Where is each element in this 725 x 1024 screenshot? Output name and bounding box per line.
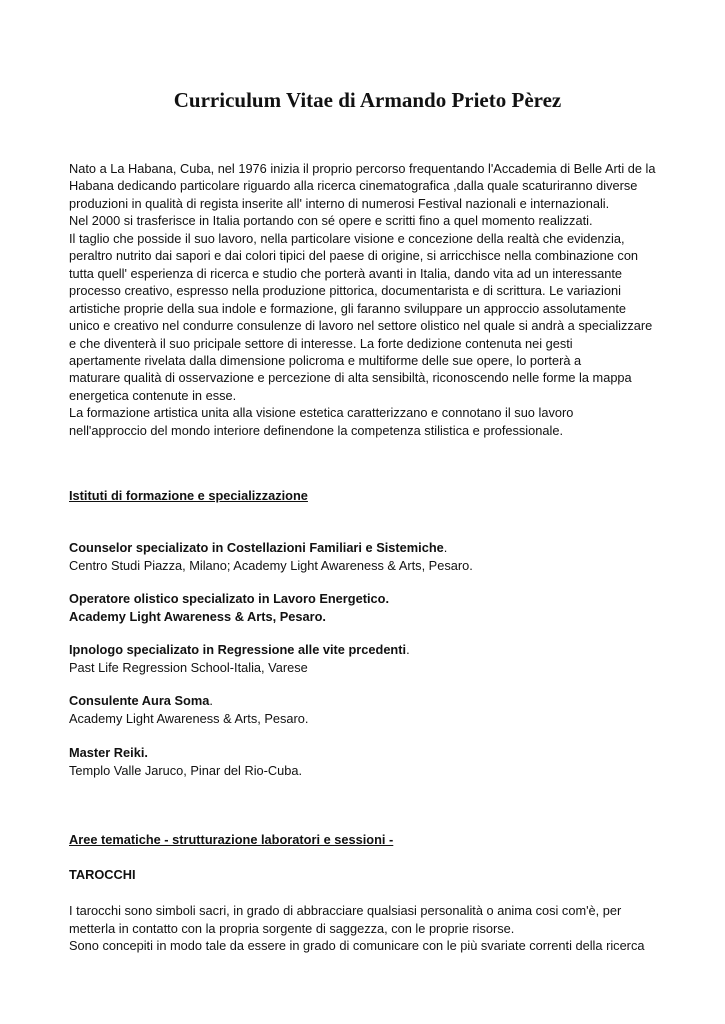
biography-paragraph [69, 160, 689, 439]
bio-line: La formazione artistica unita alla visione estetica caratterizzano e connotano il suo lavoro [69, 405, 574, 421]
entry-title-trail: . [443, 540, 448, 555]
training-section-heading: Istituti di formazione e specializzazione [69, 488, 308, 503]
entry-title-trail: . [209, 693, 213, 708]
entry-title-trail: . [406, 642, 410, 657]
training-entry [69, 744, 302, 779]
entry-title: Ipnologo specializato in Regressione alle vite prcedenti [69, 642, 407, 657]
tarocchi-heading: TAROCCHI [69, 867, 136, 882]
tarocchi-paragraph [69, 902, 689, 955]
entry-institution: Templo Valle Jaruco, Pinar del Rio-Cuba. [69, 762, 303, 778]
bio-line: energetica contenute in esse. [69, 387, 237, 403]
bio-line: unico e creativo nel condurre consulenze di lavoro nel settore olistico nel quale si andrà a specializzare [69, 318, 653, 334]
bio-line: Il taglio che posside il suo lavoro, nella particolare visione e concezione della realtà che evidenzia, [69, 230, 625, 246]
tarocchi-line: I tarocchi sono simboli sacri, in grado di abbracciare qualsiasi personalità o anima cosi com'è, per [69, 903, 622, 918]
bio-line: e che diventerà il suo pricipale settore di interesse. La forte dedizione contenuta nei gesti [69, 335, 573, 351]
tarocchi-line: metterla in contatto con la propria sorgente di saggezza, con le proprie risorse. [69, 920, 515, 936]
bio-line: Nato a La Habana, Cuba, nel 1976 inizia il proprio percorso frequentando l'Accademia di Belle Arti de la [69, 161, 656, 176]
training-entry [69, 590, 389, 625]
bio-line: peraltro nutrito dai sapori e dai colori tipici del paese di origine, si arricchisce nella combinazione con [69, 248, 639, 264]
tarocchi-line: Sono concepiti in modo tale da essere in grado di comunicare con le più svariate correnti della ricerca [69, 938, 645, 953]
entry-institution: Centro Studi Piazza, Milano; Academy Light Awareness & Arts, Pesaro. [69, 557, 473, 573]
bio-line: Habana dedicando particolare riguardo alla ricerca cinematografica ,dalla quale scaturiranno diverse [69, 178, 638, 194]
bio-line: Nel 2000 si trasferisce in Italia portando con sé opere e scritti fino a quel momento realizzati. [69, 213, 593, 229]
entry-title: Master Reiki. [69, 745, 148, 760]
bio-line: produzioni in qualità di regista inserite all' interno di numerosi Festival nazionali e internazionali. [69, 195, 610, 211]
bio-line: tutta quell' esperienza di ricerca e studio che porterà avanti in Italia, dando vita ad un interessante [69, 265, 623, 281]
bio-line: processo creativo, espresso nella produzione pittorica, documentarista e di scrittura. Le variazioni [69, 283, 621, 299]
training-entry [69, 539, 473, 574]
page-title: Curriculum Vitae di Armando Prieto Pèrez [173, 88, 562, 112]
entry-institution: Academy Light Awareness & Arts, Pesaro. [69, 710, 309, 726]
entry-title: Consulente Aura Soma [69, 693, 210, 708]
training-entry [69, 692, 308, 727]
bio-line: apertamente rivelata dalla dimensione policroma e multiforme delle sue opere, lo porterà a [69, 352, 582, 368]
bio-line: maturare qualità di osservazione e percezione di alta sensibiltà, riconoscendo nelle forme la mappa [69, 370, 632, 386]
bio-line: nell'approccio del mondo interiore definendone la competenza stilistica e professionale. [69, 422, 563, 438]
training-entry [69, 641, 410, 676]
entry-title: Counselor specializato in Costellazioni Familiari e Sistemiche [69, 540, 444, 555]
bio-line: artistiche proprie della sua indole e formazione, gli faranno sviluppare un approccio assolutamente [69, 300, 626, 316]
entry-institution: Past Life Regression School-Italia, Varese [69, 659, 308, 675]
themes-section-heading: Aree tematiche - strutturazione laboratori e sessioni - [69, 832, 394, 847]
entry-title: Operatore olistico specializato in Lavoro Energetico. [69, 591, 390, 606]
entry-institution: Academy Light Awareness & Arts, Pesaro. [69, 608, 326, 624]
